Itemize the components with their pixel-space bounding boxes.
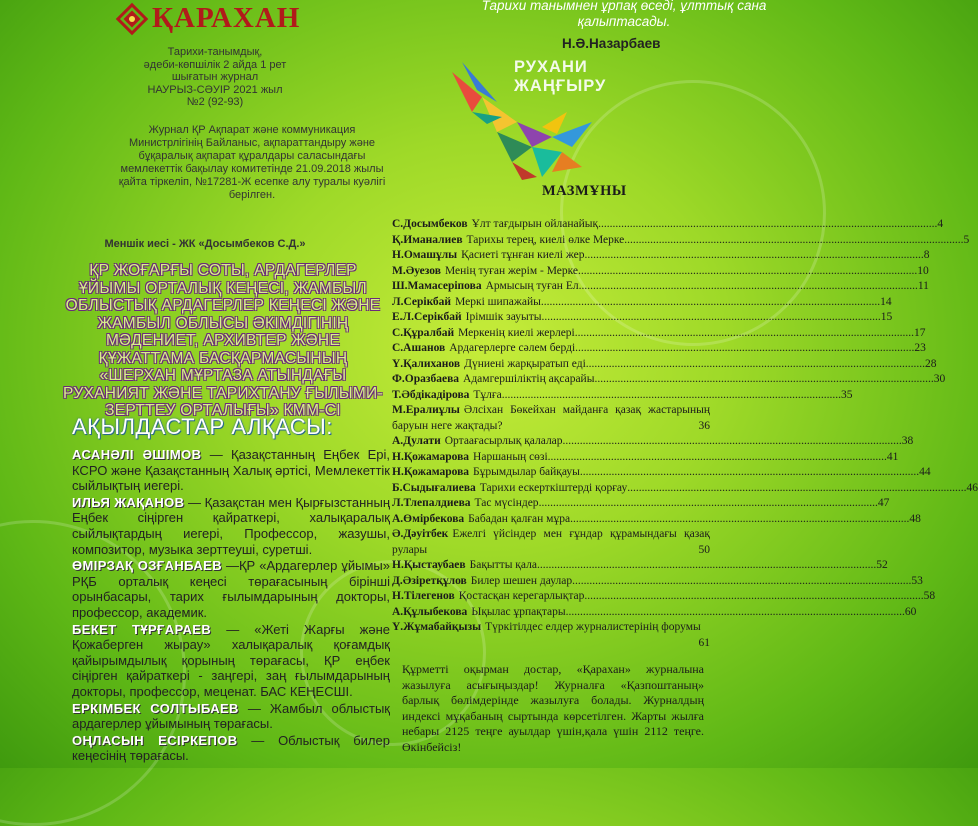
toc-page: 46 [966,481,978,494]
masthead-line: әдеби-көпшілік 2 айда 1 рет [143,58,287,71]
toc-leader [541,295,880,311]
toc-title: Қасиеті тұнған киелі жер [461,249,585,261]
toc-entry [392,279,929,295]
member-description: — Қазақстанның Еңбек Ері, КСРО және Қазақстанның Халық әртісі, Мемлекеттік сыйлықтың иегері. [72,447,391,494]
toc-author: Д.Әзіретқұлов [392,574,467,587]
toc-page: 50 [698,543,710,556]
toc-leader [537,558,876,574]
toc-author: Е.Л.Серікбай [392,311,462,323]
toc-title: Тарихи ескерткіштерді қорғау [479,481,628,494]
member-name: ӨМІРЗАҚ ОЗҒАНБАЕВ [72,558,222,574]
toc-page: 14 [880,295,892,308]
toc-entry [392,357,937,373]
toc-page: 4 [937,218,944,230]
toc-author: С.Досымбеков [392,218,468,230]
toc-title: Ортаағасырлық қалалар [444,435,563,447]
toc-entry [392,558,888,574]
toc-page: 5 [963,233,970,246]
council-member [72,622,390,700]
toc-entry [392,264,929,280]
toc-page: 58 [923,590,936,602]
toc-title: Наршаның сөзі [473,450,548,463]
magazine-logo [118,2,300,35]
toc-leader [566,605,905,621]
toc-leader [594,372,933,388]
toc-page: 48 [909,512,921,525]
toc-leader [548,450,887,466]
ornament-logo-icon [118,5,146,33]
member-name: ОҢЛАСЫН ЕСІРКЕПОВ [72,732,238,748]
toc-author: Ф.Оразбаева [392,373,460,385]
toc-leader [627,481,966,497]
member-name: ЕРКІМБЕК СОЛТЫБАЕВ [72,700,239,716]
toc-entry [392,233,970,249]
toc-entry [392,310,893,326]
toc-author: Н.Тілегенов [392,590,455,602]
table-of-contents [392,217,978,651]
member-name: ИЛЬЯ ЖАҚАНОВ [72,494,185,510]
toc-author: Н.Қыстаубаев [392,559,466,571]
toc-title: Ежелгі үйсіндер мен ғұндар құрамындағы қазақ рулары [392,528,710,556]
toc-title: Ұлт тағдырын ойланайық [471,218,599,230]
toc-leader [563,434,902,450]
toc-entry [392,341,926,357]
emblem-caption [514,58,606,96]
member-description: — Облыстық билер кеңесінің төрағасы. [72,732,390,764]
toc-entry [392,527,710,558]
toc-title: Тарихы терең, киелі өлке Мерке [466,233,625,246]
toc-page: 41 [886,450,899,463]
toc-author: Қ.Иманалиев [392,233,463,246]
toc-title: Ардагерлерге сәлем берді [449,342,576,354]
masthead-line: НАУРЫЗ-СӘУІР 2021 жыл [147,83,283,96]
toc-leader [585,248,924,264]
masthead-line: шығатын журнал [171,71,259,83]
toc-author: Ү.Жұмабайқызы [392,621,482,633]
emblem-caption-line: РУХАНИ [514,58,588,76]
toc-page: 53 [911,574,923,587]
toc-title: Ірімшік зауыты [465,311,542,323]
toc-page: 35 [841,388,853,401]
toc-entry [392,620,710,649]
toc-entry [392,403,710,434]
toc-page: 28 [925,357,937,370]
member-name: АСАНӘЛІ ӘШІМОВ [72,447,202,462]
founders-block: ҚР ЖОҒАРҒЫ СОТЫ, АРДАГЕРЛЕР ҰЙЫМЫ ОРТАЛЫҚ КЕҢЕСІ, ЖАМБЫЛ ОБЛЫСТЫҚ АРДАГЕРЛЕР КЕҢЕСІ ЖӘНЕ ЖАМБЫЛ ОБЛЫСЫ ӘКІМДІГІНІҢ МӘДЕНИЕТ, АРХИВТЕР ЖӘНЕ ҚҰЖАТТАМА БАСҚАРМАСЫНЫҢ «ШЕРХАН МҰРТАЗА АТЫНДАҒЫ РУХАНИЯТ ЖӘНЕ ТАРИХТАНУ ҒЫЛЫМИ-ЗЕРТТЕУ ОРТАЛЫҒЫ» КММ-СІ [63,262,383,419]
member-description: — Қазақстан мен Қырғызстанның Еңбек сіңірген қайраткері, халықаралық сыйлықтардың иегері, Профессор, жазушы, композитор, музыка зерттеуші, суретші. [72,494,390,557]
toc-leader [572,574,911,590]
toc-author: С.Ашанов [392,342,446,354]
toc-title: Армысың туған Ел [485,280,579,292]
toc-entry [392,512,921,528]
owner-line: Меншік иесі - ЖК «Досымбеков С.Д.» [104,238,306,250]
toc-leader [584,589,923,605]
council-member [72,701,390,732]
masthead-info [130,46,300,109]
quote-text: Тарихи танымнен ұрпақ өседі, ұлттық сана қалыптасады. [481,0,767,29]
toc-leader [580,465,919,481]
toc-page: 52 [876,559,888,571]
member-description: —ҚР «Ардагерлер ұйымы» РҚБ орталық кеңесі төрағасының бірінші орынбасары, тарих ғылымдарының докторы, профессор, академик. [72,558,390,620]
toc-title: Әлсіхан Бөкейхан майданға қазақ жастарының баруын неге жақтады? [392,404,710,432]
toc-entry [392,372,946,388]
toc-author: С.Құралбай [392,326,455,339]
toc-leader [575,341,914,357]
member-description: — «Жеті Жарғы және Қожаберген жырау» халықаралық қоғамдық қайырымдылық қорының төрағасы, ҚР еңбек сіңірген қайраткері - заңгері, заң ғылымдарының докторы, профессор, меценат. БАС КЕҢЕСШІ. [72,621,391,699]
toc-entry [392,574,923,590]
council-list [72,447,390,765]
masthead-line: Тарихи-танымдық, [167,46,263,58]
toc-title: Бақытты қала [469,559,537,571]
toc-entry [392,295,892,311]
toc-title: Меркенің киелі жерлері [458,326,575,339]
toc-author: Ә.Дәуітбек [392,528,449,540]
toc-page: 36 [698,419,710,432]
toc-entry [392,434,914,450]
toc-page: 17 [914,326,926,339]
toc-title: Қостасқан керегарлықтар [458,590,585,602]
toc-title: Билер шешен даулар [470,574,573,587]
logo-text: ҚАРАХАН [152,2,301,34]
right-column [392,0,978,768]
toc-author: М.Әуезов [392,264,441,277]
toc-author: Т.Әбдікадірова [392,388,470,401]
toc-title: Ықылас ұрпақтары [471,605,566,618]
toc-title: Бұрымдылар байқауы [473,466,580,478]
toc-page: 47 [877,497,890,509]
toc-title: Түркітілдес елдер журналистерінің форумы [485,621,701,633]
toc-page: 15 [880,311,893,323]
toc-title: Менің туған жерім - Мерке [444,264,579,277]
toc-title: Тұлға [473,388,502,401]
toc-author: А.Өмірбекова [392,512,465,525]
registration-note: Журнал ҚР Ақпарат және коммуникация Министрлігінің Байланыс, ақпараттандыру және бұқаралық ақпарат құралдары саласындағы мемлекеттік бақылау комитетінде 21.09.2018 жылы қайта тіркеліп, №17281-Ж есепке алу туралы куәлігі берілген. [118,124,386,201]
toc-author: Б.Сыдығалиева [392,481,476,494]
toc-entry [392,605,917,621]
council-heading: АҚЫЛДАСТАР АЛҚАСЫ: [72,414,333,439]
toc-title: Адамгершіліктің ақсарайы [463,373,595,385]
toc-title: Меркі шипажайы [455,295,541,308]
toc-author: Н.Қожамарова [392,450,470,463]
masthead-line: №2 (92-93) [186,96,244,108]
toc-page: 60 [904,605,917,618]
toc-page: 44 [919,466,931,478]
council-member [72,447,390,494]
toc-leader [579,279,918,295]
toc-leader [570,512,909,528]
toc-entry [392,326,926,342]
emblem-caption-line: ЖАҢҒЫРУ [514,77,607,95]
member-name: БЕКЕТ ТҰРҒАРАЕВ [72,621,212,637]
toc-page: 8 [923,249,930,261]
left-column [0,0,390,768]
member-description: — Жамбыл облыстық ардагерлер ұйымының төрағасы. [72,700,390,732]
toc-entry [392,450,899,466]
quote-author: Н.Ә.Назарбаев [562,36,661,51]
toc-author: Л.Тлепалдиева [392,497,471,509]
toc-title: Тас мүсіндер [474,497,539,509]
toc-author: Ш.Мамасеріпова [392,280,482,292]
toc-leader [539,496,878,512]
toc-author: А.Құлыбекова [392,605,468,618]
toc-entry [392,481,978,497]
toc-leader [598,217,937,233]
toc-leader [502,388,841,404]
toc-author: Л.Серікбай [392,295,452,308]
subscription-notice: Құрметті оқырман достар, «Қарахан» журналына жазылуға асығыңыздар! Журналға «Қазпоштаның» барлық бөлімдерінде жазылуға болады. Журналдың индексі мұқабаның сыртында көрсетілген. Жарты жылға небары 2125 теңге ауылдар үшін,қала үшін 2112 теңге. Өкінбейсіз! [402,662,704,754]
toc-author: Н.Омашұлы [392,249,458,261]
toc-leader [586,357,925,373]
toc-author: Ү.Қалиханов [392,357,461,370]
toc-entry [392,589,936,605]
toc-author: А.Дулати [392,435,441,447]
toc-entry [392,496,890,512]
toc-leader [575,326,914,342]
toc-title: Дүниені жарқыратып еді [464,357,586,370]
council-member [72,558,390,620]
toc-entry [392,248,930,264]
toc-leader [624,233,963,249]
toc-heading: МАЗМҰНЫ [542,183,627,199]
council-member [72,495,390,557]
toc-leader [578,264,917,280]
council-member [72,733,390,764]
toc-leader [541,310,880,326]
toc-page: 10 [917,264,929,277]
toc-title: Бабадан қалған мұра [468,512,571,525]
toc-page: 38 [901,435,914,447]
toc-author: Н.Қожамарова [392,466,470,478]
toc-page: 30 [933,373,946,385]
toc-page: 61 [698,636,710,649]
toc-page: 23 [914,342,926,354]
toc-page: 11 [917,280,929,292]
toc-entry [392,465,931,481]
toc-author: М.Ералиұлы [392,404,460,416]
toc-entry [392,217,944,233]
toc-entry [392,388,853,404]
